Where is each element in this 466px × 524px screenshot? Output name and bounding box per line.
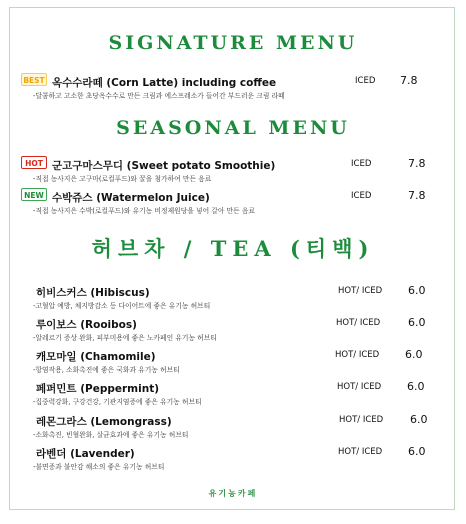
item-description: -집중력강화, 구강건강, 기관지염증에 좋은 유기농 허브티: [33, 398, 202, 406]
item-price: 6.0: [407, 380, 425, 393]
item-name: 레몬그라스 (Lemongrass): [36, 416, 172, 428]
hot-badge: HOT: [21, 156, 47, 169]
item-temp: HOT/ ICED: [339, 415, 384, 425]
item-price: 6.0: [408, 316, 426, 329]
item-name: 페퍼민트 (Peppermint): [36, 383, 160, 395]
item-description: -소화촉진, 빈혈완화, 살균효과에 좋은 유기농 허브티: [33, 431, 189, 439]
item-temp: HOT/ ICED: [335, 350, 380, 360]
item-price: 6.0: [405, 348, 423, 361]
menu-item-sweet-potato-smoothie: [0, 158, 466, 188]
item-description: -고혈압 예방, 체지방감소 등 다이어트에 좋은 유기농 허브티: [33, 302, 211, 310]
menu-item-rooibos: [0, 317, 466, 347]
item-temp: ICED: [351, 191, 372, 201]
signature-menu-heading: SIGNATURE MENU: [108, 32, 358, 54]
item-description: -불면증과 불안감 해소의 좋은 유기농 허브티: [33, 463, 165, 471]
item-temp: HOT/ ICED: [338, 447, 383, 457]
item-name: 루이보스 (Rooibos): [36, 319, 137, 331]
item-name: 수박쥬스 (Watermelon Juice): [52, 192, 210, 204]
item-description: -항염작용, 소화촉진에 좋은 국화과 유기농 허브티: [33, 366, 180, 374]
item-name: 캐모마일 (Chamomile): [36, 351, 156, 363]
item-description: -직접 농사지은 수박(로컬푸드)와 유기농 비정제원당을 넣어 갈아 만든 음료: [33, 207, 256, 215]
item-name: 군고구마스무디 (Sweet potato Smoothie): [52, 160, 276, 172]
item-description: -달콤하고 고소한 초당옥수수로 만든 크림과 에스프레소가 들어간 부드러운 크림 라떼: [33, 92, 285, 100]
seasonal-menu-heading: SEASONAL MENU: [116, 117, 350, 139]
menu-item-lavender: [0, 446, 466, 476]
menu-item-lemongrass: [0, 414, 466, 444]
item-price: 7.8: [408, 189, 426, 202]
tea-menu-heading: 허브차 / TEA (티백): [91, 236, 375, 261]
menu-item-watermelon-juice: [0, 190, 466, 220]
menu-item-peppermint: [0, 381, 466, 411]
item-price: 7.8: [408, 157, 426, 170]
menu-item-chamomile: [0, 349, 466, 379]
item-name: 옥수수라떼 (Corn Latte) including coffee: [52, 77, 277, 89]
item-temp: HOT/ ICED: [337, 382, 382, 392]
item-description: -알레르기 증상 완화, 피부미용에 좋은 노카페인 유기농 허브티: [33, 334, 217, 342]
item-name: 히비스커스 (Hibiscus): [36, 287, 150, 299]
item-price: 6.0: [410, 413, 428, 426]
new-badge: NEW: [21, 188, 47, 201]
item-name: 라벤더 (Lavender): [36, 448, 135, 460]
cafe-name-footer: 유기농카페: [208, 489, 258, 498]
item-temp: ICED: [351, 159, 372, 169]
menu-item-corn-latte: [0, 75, 466, 105]
item-price: 7.8: [400, 74, 418, 87]
menu-item-hibiscus: [0, 285, 466, 315]
item-price: 6.0: [408, 284, 426, 297]
item-price: 6.0: [408, 445, 426, 458]
item-description: -직접 농사지은 고구마(로컬푸드)와 꿀을 첨가하여 만든 음료: [33, 175, 212, 183]
item-temp: HOT/ ICED: [338, 286, 383, 296]
item-temp: HOT/ ICED: [336, 318, 381, 328]
item-temp: ICED: [355, 76, 376, 86]
best-badge: BEST: [21, 73, 47, 86]
